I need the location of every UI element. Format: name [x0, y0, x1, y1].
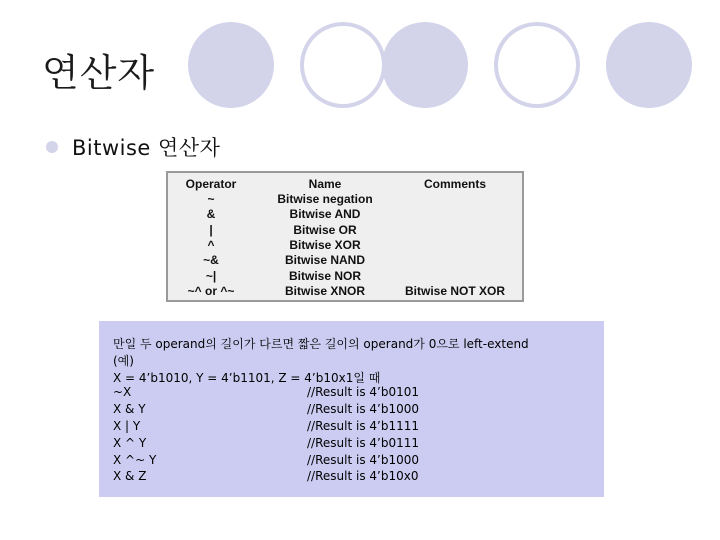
cell-name: Bitwise NAND [284, 253, 365, 268]
table-header-row [168, 177, 522, 192]
circle-deco-1 [188, 22, 274, 108]
code-comment: //Result is 4’b10x0 [307, 469, 419, 484]
circle-deco-2 [300, 22, 386, 108]
code-text: X & Z [113, 469, 147, 484]
cell-name: Bitwise OR [293, 222, 357, 237]
circle-deco-5 [606, 22, 692, 108]
cell-name: Bitwise AND [289, 207, 361, 222]
code-line [113, 352, 134, 368]
code-example-box [99, 321, 604, 497]
code-text: X = 4’b1010, Y = 4’b1101, Z = 4’b10x1일 때 [113, 370, 381, 385]
cell-name: Bitwise XNOR [284, 283, 365, 298]
table-row [168, 238, 522, 253]
code-comment: //Result is 4’b1000 [307, 402, 419, 417]
cell-comments: Bitwise NOT XOR [404, 283, 505, 298]
table-row [168, 223, 522, 238]
code-line [113, 385, 419, 401]
code-line [113, 419, 419, 435]
code-text: X ^~ Y [113, 452, 157, 467]
code-text: X | Y [113, 419, 141, 433]
operator-table [166, 171, 524, 302]
slide-title: 연산자 [42, 51, 156, 95]
cell-operator: ~ [207, 192, 215, 206]
code-line [113, 335, 529, 351]
code-text: 만일 두 operand의 길이가 다르면 짧은 길이의 operand가 0으로 left-extend [113, 337, 529, 351]
cell-name: Bitwise XOR [289, 237, 361, 252]
code-line [113, 452, 419, 469]
cell-operator: ~^ or ^~ [187, 283, 235, 298]
code-comment: //Result is 4’b0111 [307, 435, 419, 450]
bullet-item [46, 133, 220, 161]
code-text: (예) [113, 353, 134, 368]
bullet-dot-icon [46, 141, 58, 153]
code-comment: //Result is 4’b1111 [307, 419, 419, 433]
table-row [168, 269, 522, 284]
table-row [168, 207, 522, 222]
circle-deco-3 [382, 22, 468, 108]
header-operator: Operator [185, 177, 237, 191]
code-text: X ^ Y [113, 435, 147, 450]
cell-name: Bitwise negation [277, 192, 373, 206]
header-comments: Comments [423, 177, 486, 191]
table-row [168, 192, 522, 207]
code-comment: //Result is 4’b0101 [307, 385, 419, 400]
cell-operator: | [209, 222, 213, 237]
circle-deco-4 [494, 22, 580, 108]
code-text: X & Y [113, 402, 146, 417]
table-row [168, 284, 522, 299]
code-comment: //Result is 4’b1000 [307, 452, 419, 467]
cell-operator: ~& [203, 253, 219, 268]
code-text: ~X [113, 385, 132, 400]
cell-operator: ^ [207, 237, 215, 252]
code-line [113, 402, 419, 418]
cell-name: Bitwise NOR [288, 268, 361, 283]
cell-operator: ~| [205, 268, 217, 283]
bullet-text: Bitwise 연산자 [72, 136, 221, 160]
code-line [113, 469, 419, 485]
cell-operator: & [206, 207, 216, 222]
code-line [113, 369, 380, 385]
table-row [168, 253, 522, 268]
code-line [113, 435, 419, 452]
header-name: Name [308, 177, 342, 191]
